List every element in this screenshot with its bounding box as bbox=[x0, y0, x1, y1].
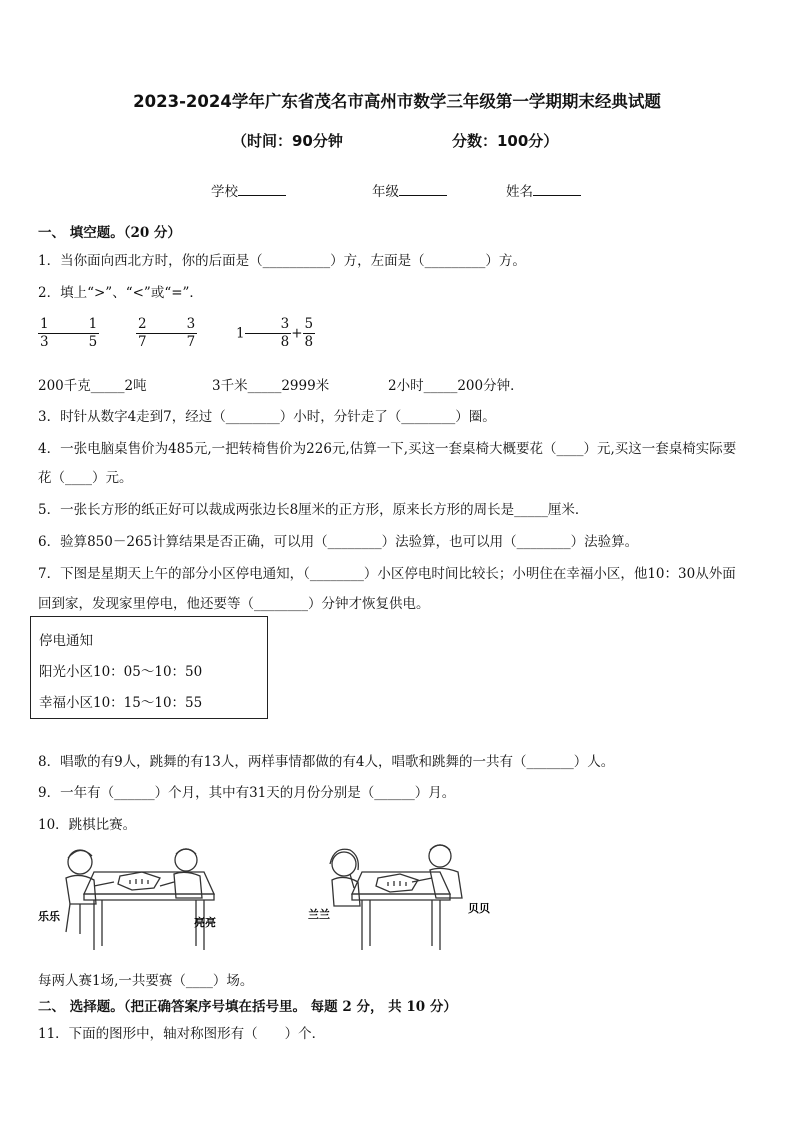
name-field bbox=[506, 180, 581, 200]
fraction: $\frac{5}{8}$ bbox=[304, 316, 314, 350]
question-8: 8．唱歌的有9人，跳舞的有13人，两样事情都做的有4人，唱歌和跳舞的一共有（_______）人。 bbox=[38, 754, 615, 770]
name-blank bbox=[533, 183, 581, 196]
unit-compare-c: 2小时_____200分钟． bbox=[388, 378, 524, 394]
player-name-beibei: 贝贝 bbox=[468, 902, 490, 915]
question-4-line-1: 4．一张电脑桌售价为485元,一把转椅售价为226元,估算一下,买这一套桌椅大概要花（____）元,买这一套桌椅实际要 bbox=[38, 441, 737, 457]
section-1-heading: 一、 填空题。（20 分） bbox=[38, 225, 181, 241]
exam-time: （时间：90分钟 bbox=[232, 132, 343, 150]
unit-compare-a: 200千克_____2吨 bbox=[38, 378, 147, 394]
fraction: $\frac{3}{7}$ bbox=[186, 316, 196, 350]
section-2-heading: 二、 选择题。（把正确答案序号填在括号里。 每题 2 分， 共 10 分） bbox=[38, 999, 457, 1015]
grade-field bbox=[372, 180, 447, 200]
page-title: 2023-2024学年广东省茂名市高州市数学三年级第一学期期末经典试题 bbox=[133, 92, 661, 111]
fraction-compare-a bbox=[38, 316, 99, 351]
notice-row-happiness: 幸福小区10：15～10：55 bbox=[39, 695, 203, 711]
player-name-liangliang: 亮亮 bbox=[194, 916, 216, 929]
fraction: $\frac{1}{5}$ bbox=[88, 316, 98, 350]
fraction-compare-c: 1 $\frac{3}{8}$ + $\frac{5}{8}$ bbox=[236, 316, 314, 350]
school-blank bbox=[238, 183, 286, 196]
unit-compare-b: 3千米_____2999米 bbox=[212, 378, 330, 394]
notice-row-sunshine: 阳光小区10：05～10：50 bbox=[39, 664, 203, 680]
fraction: $\frac{3}{8}$ bbox=[280, 316, 290, 350]
question-3: 3．时针从数字4走到7，经过（________）小时，分针走了（________）圈。 bbox=[38, 409, 496, 425]
fraction: $\frac{1}{3}$ bbox=[40, 316, 49, 350]
player-name-lele: 乐乐 bbox=[38, 910, 60, 923]
player-name-lanlan: 兰兰 bbox=[308, 908, 330, 921]
question-7-line-1: 7．下图是星期天上午的部分小区停电通知，（________）小区停电时间比较长；小明住在幸福小区，他10：30从外面 bbox=[38, 566, 736, 582]
question-4-line-2: 花（____）元。 bbox=[38, 470, 133, 486]
grade-label: 年级 bbox=[372, 184, 399, 200]
exam-score: 分数：100分） bbox=[452, 132, 559, 150]
question-2: 2．填上“>”、“<”或“=”． bbox=[38, 285, 203, 301]
question-11: 11．下面的图形中，轴对称图形有（ ）个． bbox=[38, 1026, 326, 1042]
name-label: 姓名 bbox=[506, 184, 533, 200]
school-field bbox=[211, 180, 286, 200]
question-7-line-2: 回到家，发现家里停电，他还要等（________）分钟才恢复供电。 bbox=[38, 596, 430, 612]
checkers-illustration-left bbox=[36, 842, 226, 954]
checkers-illustration-right bbox=[306, 842, 496, 954]
question-10: 10．跳棋比赛。 bbox=[38, 817, 137, 833]
notice-title: 停电通知 bbox=[39, 633, 93, 649]
question-10-answer: 每两人赛1场,一共要赛（____）场。 bbox=[38, 973, 254, 989]
question-9: 9．一年有（______）个月，其中有31天的月份分别是（______）月。 bbox=[38, 785, 456, 801]
grade-blank bbox=[399, 183, 447, 196]
answer-blank bbox=[149, 333, 185, 334]
question-5: 5．一张长方形的纸正好可以裁成两张边长8厘米的正方形，原来长方形的周长是_____厘米． bbox=[38, 502, 589, 518]
question-6: 6．验算850－265计算结果是否正确，可以用（________）法验算，也可以用（________）法验算。 bbox=[38, 534, 639, 550]
fraction: $\frac{2}{7}$ bbox=[138, 316, 147, 350]
fraction-compare-b bbox=[136, 316, 197, 351]
answer-blank bbox=[51, 333, 87, 334]
answer-blank bbox=[245, 333, 279, 334]
school-label: 学校 bbox=[211, 184, 238, 200]
question-1: 1．当你面向西北方时，你的后面是（__________）方，左面是（_________）方。 bbox=[38, 253, 526, 269]
power-outage-notice bbox=[30, 616, 268, 719]
